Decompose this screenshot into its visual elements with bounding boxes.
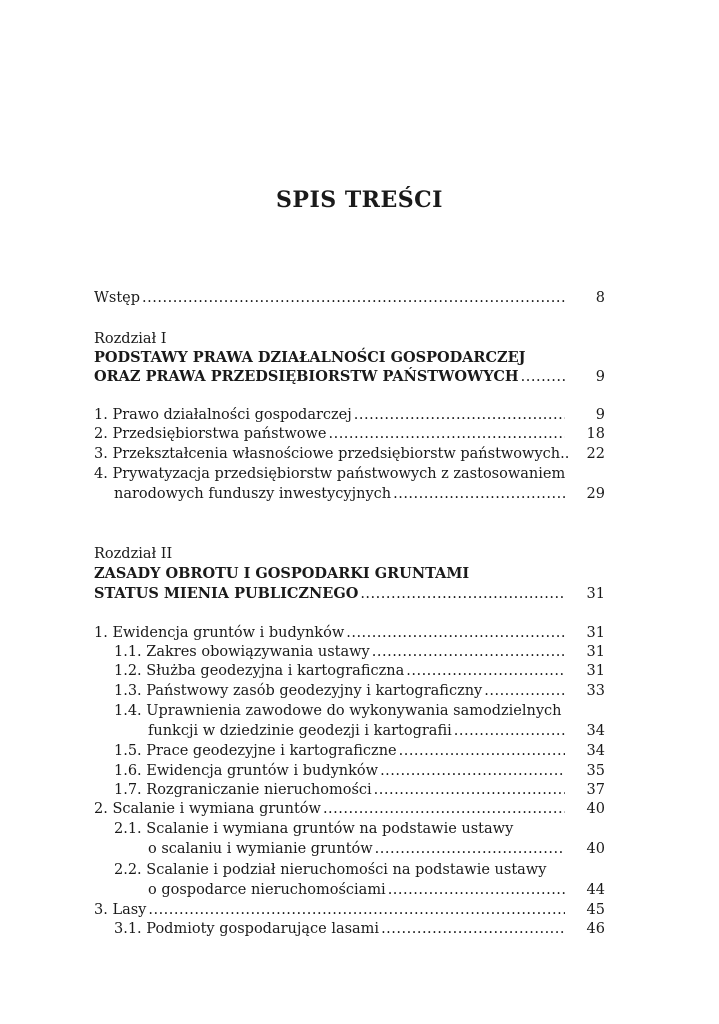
toc-entry-page: 31: [586, 625, 605, 641]
toc-entry-intro[interactable]: [0, 288, 719, 308]
leader-dots: [397, 741, 565, 761]
toc-entry[interactable]: [0, 623, 719, 643]
toc-entry-label: 3. Lasy: [94, 902, 147, 918]
toc-entry-page: 40: [586, 841, 605, 857]
toc-entry[interactable]: [0, 444, 719, 464]
chapter-heading: [0, 544, 719, 564]
toc-entry-page: 9: [595, 369, 605, 385]
toc-entry-page: 9: [595, 407, 605, 423]
chapter-title: ZASADY OBROTU I GOSPODARKI GRUNTAMI: [94, 565, 470, 582]
toc-entry[interactable]: [0, 642, 719, 662]
toc-entry[interactable]: [0, 799, 719, 819]
leader-dots: [146, 900, 565, 920]
toc-entry-page: 18: [586, 426, 605, 442]
chapter-number: Rozdział II: [94, 546, 173, 562]
toc-entry-line: [0, 819, 719, 839]
toc-entry[interactable]: [0, 761, 719, 781]
chapter-title: PODSTAWY PRAWA DZIAŁALNOŚCI GOSPODARCZEJ: [94, 349, 526, 366]
toc-entry-label: 1.4. Uprawnienia zawodowe do wykonywania samodzielnych: [114, 703, 562, 719]
toc-entry-label: o scalaniu i wymianie gruntów: [148, 841, 373, 857]
chapter-title-line: [0, 564, 719, 584]
toc-entry-page: 33: [586, 683, 605, 699]
leader-dots: [326, 424, 565, 444]
toc-entry[interactable]: [0, 405, 719, 425]
toc-entry[interactable]: [0, 880, 719, 900]
toc-entry[interactable]: [0, 661, 719, 681]
toc-entry-line: [0, 464, 719, 484]
leader-dots: [391, 484, 565, 504]
chapter-title: STATUS MIENIA PUBLICZNEGO: [94, 585, 359, 602]
toc-entry[interactable]: [0, 741, 719, 761]
chapter-title-line: [0, 348, 719, 368]
toc-entry-label: 1. Ewidencja gruntów i budynków: [94, 625, 345, 641]
toc-entry-label: 1.6. Ewidencja gruntów i budynków: [114, 763, 379, 779]
toc-entry-label: 4. Prywatyzacja przedsiębiorstw państwowych z zastosowaniem: [94, 466, 566, 482]
toc-entry-label: 1.5. Prace geodezyjne i kartograficzne: [114, 743, 397, 759]
toc-entry[interactable]: [0, 484, 719, 504]
leader-dots: [378, 761, 565, 781]
toc-entry-page: 8: [595, 290, 605, 306]
chapter-number: Rozdział I: [94, 331, 167, 347]
leader-dots: [370, 642, 565, 662]
leader-dots: [372, 780, 565, 800]
toc-entry-page: 44: [586, 882, 605, 898]
toc-entry-label: o gospodarce nieruchomościami: [148, 882, 386, 898]
toc-entry[interactable]: [0, 424, 719, 444]
toc-entry-chapter-1[interactable]: [0, 367, 719, 387]
leader-dots: [373, 839, 565, 859]
leader-dots: [404, 661, 565, 681]
toc-entry-label: 2. Przedsiębiorstwa państwowe: [94, 426, 327, 442]
toc-entry-page: 31: [586, 644, 605, 660]
toc-entry-page: 31: [586, 663, 605, 679]
toc-entry-line: [0, 860, 719, 880]
toc-entry[interactable]: [0, 780, 719, 800]
toc-entry-label: 1.2. Służba geodezyjna i kartograficzna: [114, 663, 405, 679]
toc-entry[interactable]: [0, 681, 719, 701]
toc-entry[interactable]: [0, 839, 719, 859]
toc-entry-label: 1.7. Rozgraniczanie nieruchomości: [114, 782, 372, 798]
toc-entry-page: 45: [586, 902, 605, 918]
leader-dots: [482, 681, 565, 701]
toc-entry-line: [0, 701, 719, 721]
toc-entry-label: 1.3. Państwowy zasób geodezyjny i kartograficzny: [114, 683, 483, 699]
toc-entry-page: 37: [586, 782, 605, 798]
leader-dots: [358, 584, 565, 604]
toc-entry-label: 1.1. Zakres obowiązywania ustawy: [114, 644, 370, 660]
toc-entry-page: 34: [586, 743, 605, 759]
toc-entry-page: 29: [586, 486, 605, 502]
toc-entry-label: 3. Przekształcenia własnościowe przedsiębiorstw państwowych..: [94, 446, 570, 462]
toc-entry-page: 40: [586, 801, 605, 817]
toc-entry-page: 34: [586, 723, 605, 739]
toc-entry-page: 46: [586, 921, 605, 937]
page-title: SPIS TREŚCI: [276, 187, 443, 213]
toc-entry-label: 3.1. Podmioty gospodarujące lasami: [114, 921, 380, 937]
leader-dots: [140, 288, 565, 308]
toc-entry-label: 1. Prawo działalności gospodarczej: [94, 407, 352, 423]
leader-dots: [452, 721, 565, 741]
toc-entry[interactable]: [0, 919, 719, 939]
toc-entry-label: narodowych funduszy inwestycyjnych: [114, 486, 392, 502]
toc-entry-page: 35: [586, 763, 605, 779]
leader-dots: [344, 623, 565, 643]
toc-entry-page: 31: [586, 586, 605, 602]
toc-entry-label: funkcji w dziedzinie geodezji i kartografii: [148, 723, 452, 739]
leader-dots: [519, 367, 565, 387]
toc-entry[interactable]: [0, 721, 719, 741]
toc-entry-label: Wstęp: [94, 290, 141, 306]
leader-dots: [386, 880, 565, 900]
toc-entry[interactable]: [0, 900, 719, 920]
chapter-title: ORAZ PRAWA PRZEDSIĘBIORSTW PAŃSTWOWYCH: [94, 368, 519, 385]
toc-entry-label: 2.2. Scalanie i podział nieruchomości na podstawie ustawy: [114, 862, 547, 878]
leader-dots: [379, 919, 565, 939]
toc-entry-chapter-2[interactable]: [0, 584, 719, 604]
toc-entry-label: 2. Scalanie i wymiana gruntów: [94, 801, 321, 817]
chapter-heading: [0, 329, 719, 349]
toc-entry-page: 22: [586, 446, 605, 462]
leader-dots: [321, 799, 565, 819]
leader-dots: [352, 405, 565, 425]
toc-entry-label: 2.1. Scalanie i wymiana gruntów na podstawie ustawy: [114, 821, 514, 837]
